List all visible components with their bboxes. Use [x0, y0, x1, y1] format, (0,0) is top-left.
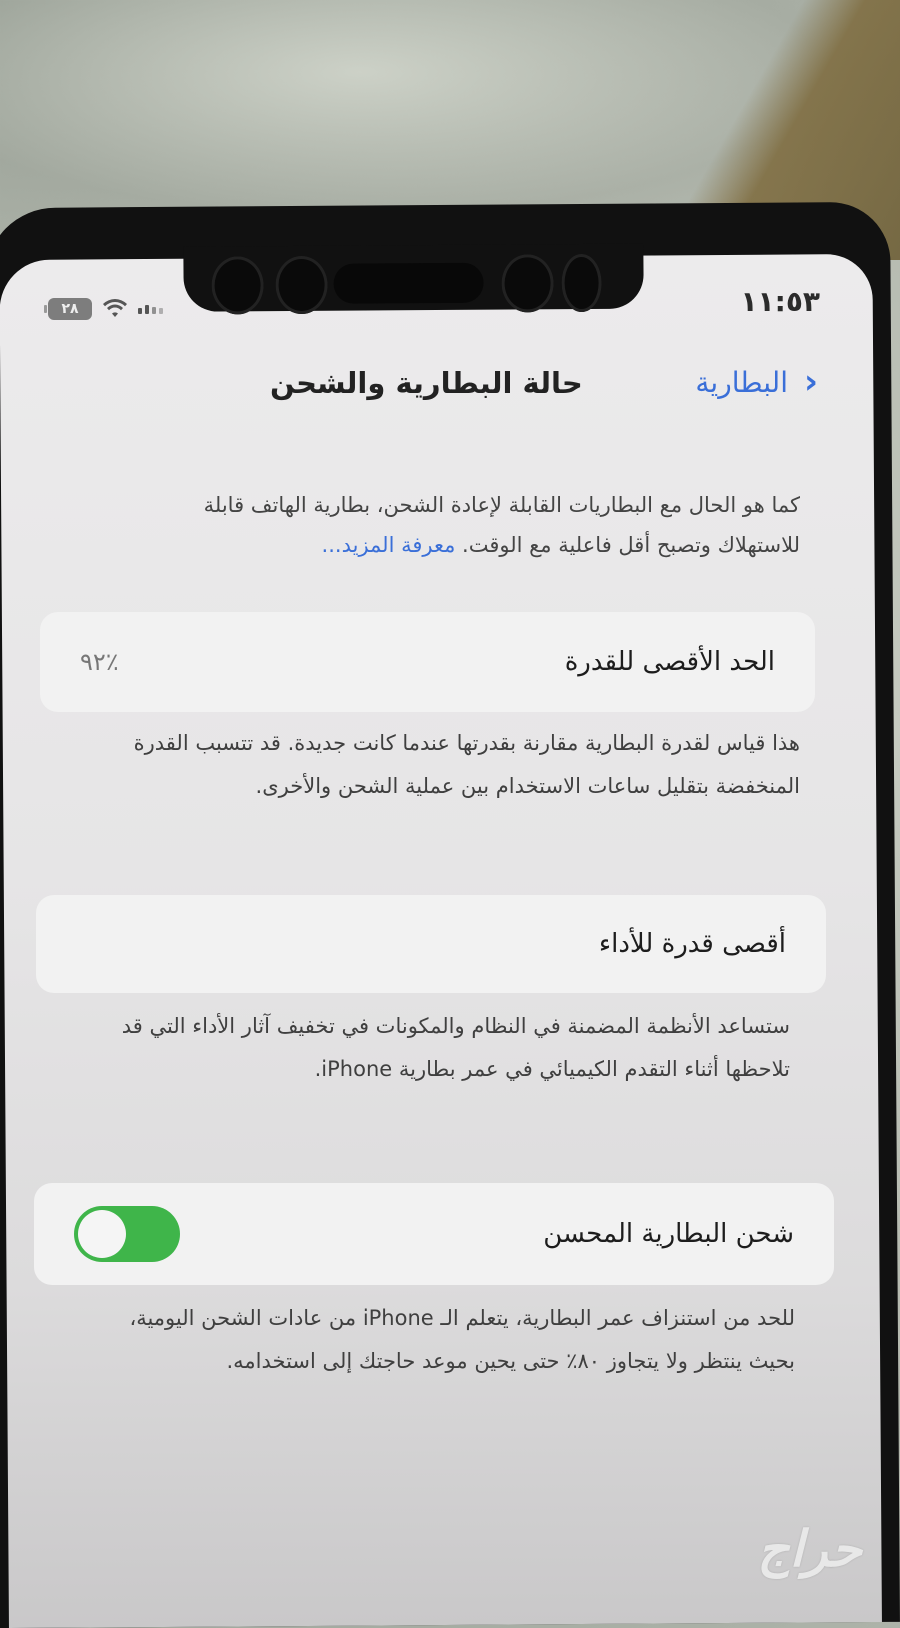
status-bar-left	[48, 298, 163, 320]
back-button[interactable]	[695, 362, 818, 402]
battery-icon	[48, 298, 92, 320]
toggle-knob	[78, 1210, 126, 1258]
battery-level: ٢٨	[61, 301, 79, 317]
haraj-watermark: حراج	[757, 1520, 862, 1578]
optimized-charging-description: للحد من استنزاف عمر البطارية، يتعلم الـ iPhone من عادات الشحن اليومية، بحيث ينتظر ولا يتجاوز ٨٠٪ حتى يحين موعد حاجتك إلى استخدامه.	[129, 1306, 795, 1373]
wifi-icon	[102, 299, 128, 319]
sensor-icon	[275, 256, 327, 314]
speaker-grille	[333, 263, 483, 304]
sensor-icon	[501, 254, 553, 312]
optimized-charging-label: شحن البطارية المحسن	[543, 1219, 794, 1249]
front-camera-icon	[211, 256, 263, 314]
optimized-charging-row	[34, 1183, 834, 1285]
page-title: حالة البطارية والشحن	[270, 366, 583, 400]
sensor-icon	[561, 254, 601, 312]
maximum-capacity-row	[40, 612, 815, 712]
learn-more-link[interactable]: معرفة المزيد...	[321, 533, 456, 557]
intro-text	[120, 485, 800, 565]
navigation-bar	[0, 362, 900, 412]
chevron-back-icon: ‹	[803, 362, 818, 402]
maximum-capacity-value: ٪٩٢	[80, 648, 119, 676]
maximum-capacity-label: الحد الأقصى للقدرة	[564, 647, 775, 677]
maximum-capacity-description: هذا قياس لقدرة البطارية مقارنة بقدرتها عندما كانت جديدة. قد تتسبب القدرة المنخفضة بتقليل ساعات الاستخدام بين عملية الشحن والأخرى.	[133, 731, 800, 798]
peak-performance-description: ستساعد الأنظمة المضمنة في النظام والمكونات في تخفيف آثار الأداء التي قد تلاحظها أثناء التقدم الكيميائي في عمر بطارية iPhone.	[121, 1014, 790, 1081]
optimized-charging-toggle[interactable]	[74, 1206, 180, 1262]
peak-performance-label: أقصى قدرة للأداء	[598, 929, 786, 959]
back-button-label: البطارية	[695, 365, 788, 399]
cellular-signal-icon	[138, 305, 163, 314]
peak-performance-row	[36, 895, 826, 993]
notch	[183, 244, 643, 312]
intro-body: كما هو الحال مع البطاريات القابلة لإعادة الشحن، بطارية الهاتف قابلة للاستهلاك وتصبح أقل فاعلية مع الوقت.	[203, 493, 800, 557]
status-time: ١١:٥٣	[740, 285, 820, 318]
